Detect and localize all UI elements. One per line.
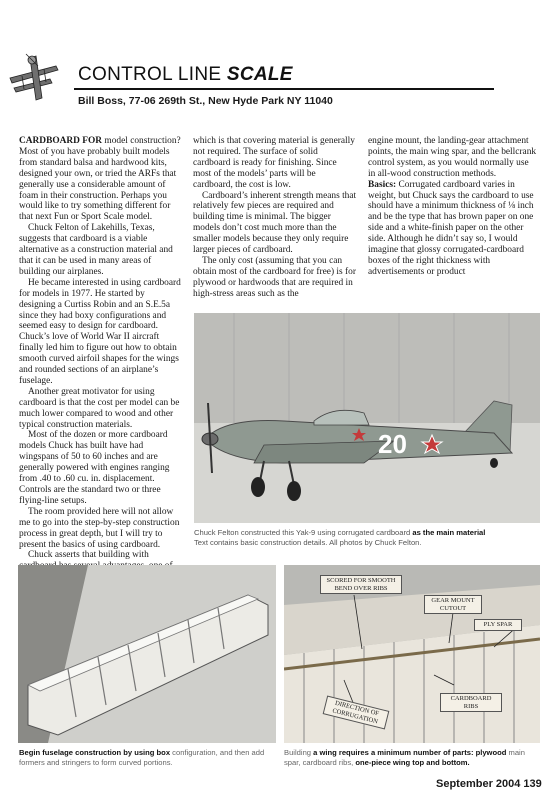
paragraph [19, 430, 183, 506]
text-column-1 [19, 136, 183, 572]
paragraph [19, 278, 183, 387]
caption-wing-dark: a wing requires a minimum number of parts: plywood [313, 748, 507, 757]
column-title [78, 64, 293, 86]
paragraph-text: He became interested in using cardboard for models in 1977. He started by designing a Curtiss Robin and an S.E.5a since they had boxy configurations and seemed easy to design for cardboard. Chuck’s love of World War II aircraft finally led him to figure out how to obtain smooth curved airfoil shapes for the wings and rounded sections of an airplane’s fuselage. [19, 277, 181, 386]
paragraph-text: engine mount, the landing-gear attachment points, the main wing spar, and the bellcrank control system, as you would normally use in all-wood construction methods. [368, 136, 537, 179]
author-line: Bill Boss, 77-06 269th St., New Hyde Park NY 11040 [78, 95, 333, 107]
title-rule [74, 88, 494, 90]
caption-main-line2: Text contains basic construction details. All photos by Chuck Felton. [194, 538, 422, 547]
paragraph [368, 136, 538, 180]
text-column-2 [193, 136, 357, 300]
paragraph [193, 256, 357, 300]
page-footer: September 2004 139 [436, 778, 542, 790]
caption-wing-light2: main spar, cardboard ribs, [284, 748, 525, 767]
caption-main-dark: as the main material [410, 528, 486, 537]
paragraph-text: Most of the dozen or more cardboard models Chuck has built have had wingspans of 50 to 60 inches and are generally powered with engines ranging from .40 to .60 cu. in. displacement. Controls are the standard two or three flying-line setups. [19, 430, 170, 506]
fuselage-photo-caption [19, 748, 281, 768]
paragraph [19, 136, 183, 223]
label-ply-spar: PLY SPAR [474, 619, 522, 631]
title-main: CONTROL LINE [78, 64, 227, 85]
paragraph-text: which is that covering material is generally not required. The surface of solid cardboard is ready for finishing. Since most of the models’ parts will be cardboard, the cost is low. [193, 136, 355, 190]
paragraph-text: model construction? Most of you have probably built models from standard balsa and hardwood kits, designed your own, or tried the ARFs that generally use a considerable amount of foam in their construction. Perhaps you would like to try something different for that next Fun or Sport Scale model. [19, 136, 181, 223]
label-direction: DIRECTION OF CORRUGATION [323, 696, 390, 730]
paragraph [19, 387, 183, 431]
caption-wing-light1: Building [284, 748, 314, 757]
caption-fuselage-light: configuration, and then add formers and stringers to form curved portions. [19, 748, 265, 767]
title-accent: SCALE [226, 64, 293, 85]
paragraph-text: Chuck asserts that building with [28, 550, 149, 561]
paragraph [19, 223, 183, 278]
wing-construction-photo [284, 565, 540, 743]
biplane-logo-icon [6, 48, 62, 106]
paragraph-text: Another great motivator for using cardboard is that the cost per model can be much lower compared to wood and other typical construction materials. [19, 386, 180, 430]
caption-wing-dark2: one-piece wing top and bottom. [355, 758, 470, 767]
lead-in: CARDBOARD FOR [19, 136, 103, 146]
fuselage-number: 20 [378, 429, 407, 459]
paragraph [193, 136, 357, 191]
paragraph-text: The room provided here will not allow me to go into the step-by-step construction process in great depth, but I will try to present the basics of using cardboard. [19, 506, 180, 550]
main-photo-caption [194, 528, 540, 548]
text-column-3 [368, 136, 538, 278]
paragraph-text: Cardboard’s inherent strength means that relatively few pieces are required and building time is minimal. The bigger models don’t cost much more than the smaller models because they only require larger pieces of cardboard. [193, 190, 357, 256]
lead-in: Basics: [368, 179, 397, 190]
label-cardboard-ribs: CARDBOARD RIBS [440, 693, 502, 712]
paragraph-text: Chuck Felton of Lakehills, Texas, suggests that cardboard is a viable alternative as a construction material and that it can be used in many areas of building our airplanes. [19, 223, 173, 277]
yak9-photo [194, 313, 540, 523]
paragraph-text: Corrugated cardboard varies in weight, but Chuck says the cardboard to use should have a minimum thickness of ⅛ inch and be the type that has brown paper on one side and a white-finish paper on the other side. Although he didn’t say so, I would imagine that glossy corrugated-cardboard boxes of the right thickness with advertisements or product [368, 179, 534, 277]
label-gear-mount: GEAR MOUNT CUTOUT [424, 595, 482, 614]
paragraph [368, 180, 538, 278]
paragraph-text: The only cost (assuming that you can obtain most of the cardboard for free) is for plywood or hardwoods that are required in high-stress areas such as the [193, 255, 356, 299]
wing-photo-caption [284, 748, 542, 768]
fuselage-construction-photo [18, 565, 276, 743]
paragraph [193, 191, 357, 256]
paragraph [19, 507, 183, 551]
caption-main-light: Chuck Felton constructed this Yak-9 using corrugated cardboard [194, 528, 411, 537]
label-scored: SCORED FOR SMOOTH BEND OVER RIBS [320, 575, 402, 594]
caption-fuselage-dark: Begin fuselage construction by using box [19, 748, 171, 757]
